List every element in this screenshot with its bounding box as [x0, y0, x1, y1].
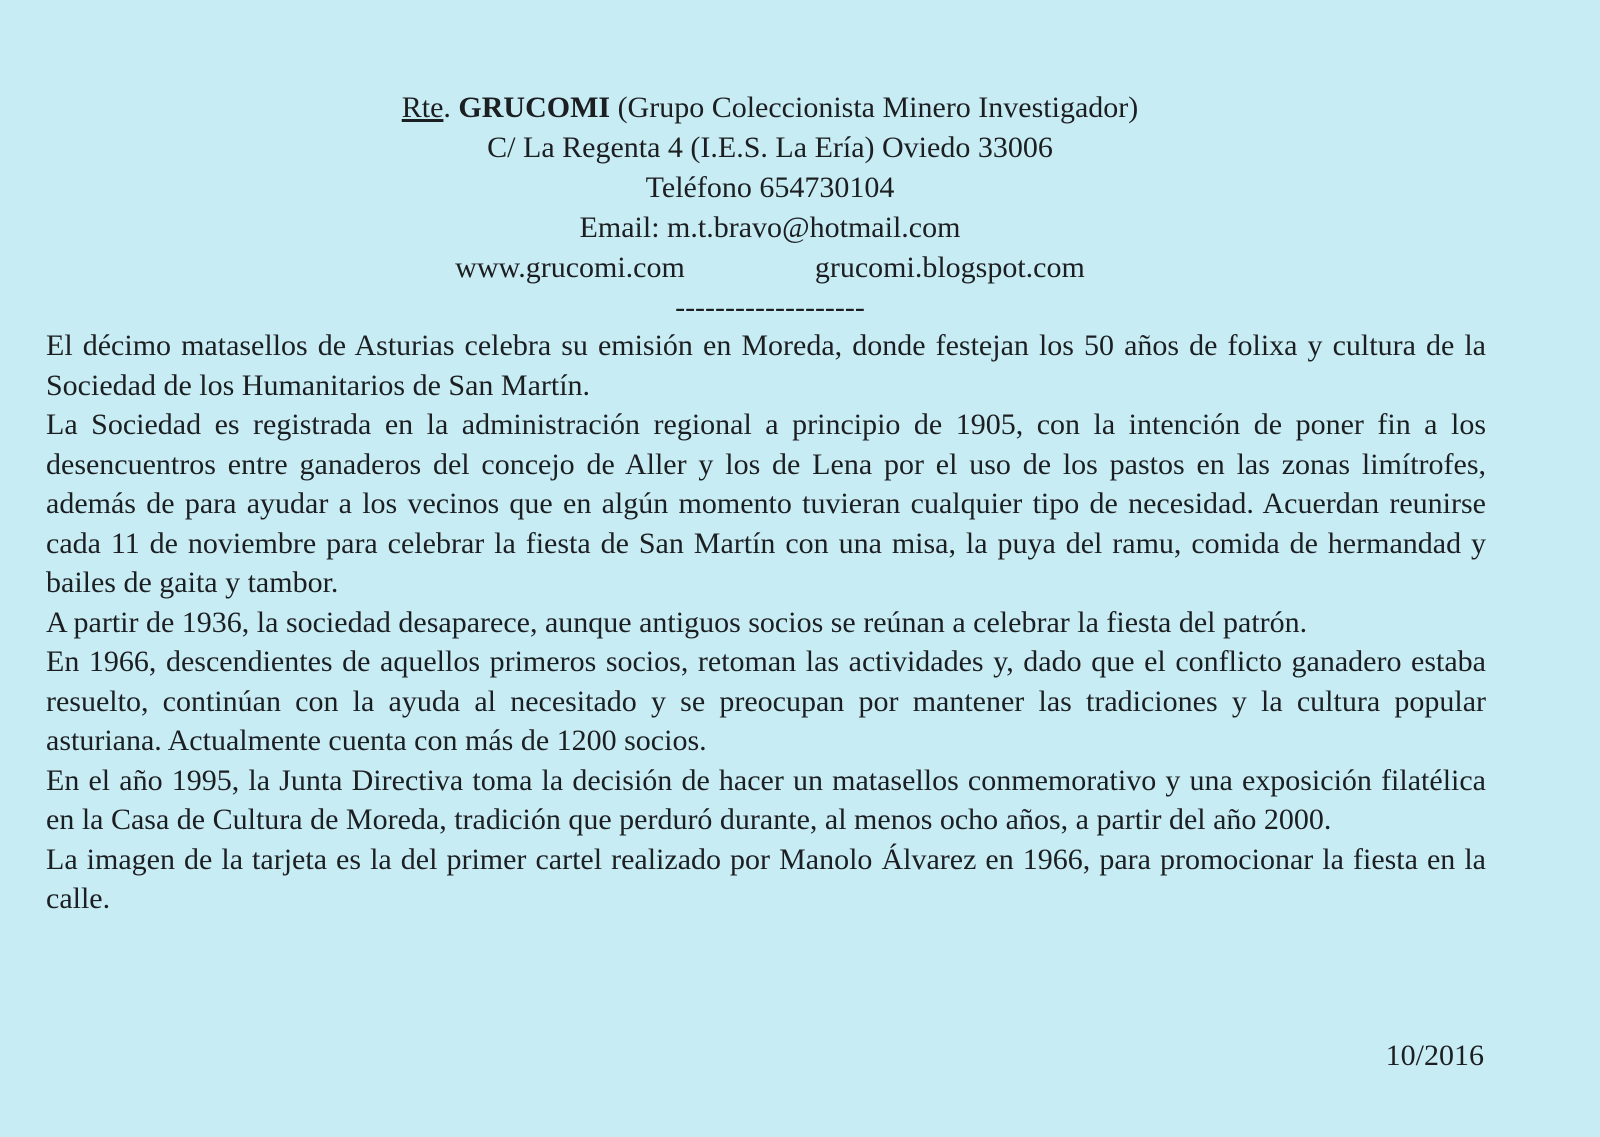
phone-line: Teléfono 654730104	[645, 171, 895, 204]
website-url: www.grucomi.com	[455, 251, 685, 284]
separator-line: -------------------	[675, 291, 865, 324]
sender-header	[0, 88, 1540, 328]
email-line: Email: m.t.bravo@hotmail.com	[579, 211, 961, 244]
paragraph: La Sociedad es registrada en la administración regional a principio de 1905, con la intención de poner fin a los desencuentros entre ganaderos del concejo de Aller y los de Lena por el uso de los pastos en las zonas limítrofes, además de para ayudar a los vecinos que en algún momento tuvieran cualquier tipo de necesidad. Acuerdan reunirse cada 11 de noviembre para celebrar la fiesta de San Martín con una misa, la puya del ramu, comida de hermandad y bailes de gaita y tambor.	[46, 408, 1486, 599]
web-line	[0, 248, 1540, 288]
paragraph: A partir de 1936, la sociedad desaparece, aunque antiguos socios se reúnan a celebrar la fiesta del patrón.	[46, 605, 1308, 639]
paragraph: La imagen de la tarjeta es la del primer cartel realizado por Manolo Álvarez en 1966, para promocionar la fiesta en la calle.	[46, 842, 1486, 915]
org-name: GRUCOMI	[458, 91, 611, 124]
org-full-name: (Grupo Coleccionista Minero Investigador)	[610, 91, 1139, 124]
paragraph: En 1966, descendientes de aquellos primeros socios, retoman las actividades y, dado que el conflicto ganadero estaba resuelto, continúan con la ayuda al necesitado y se preocupan por mantener las tradiciones y la cultura popular asturiana. Actualmente cuenta con más de 1200 socios.	[46, 645, 1486, 757]
rte-abbreviation: Rte	[401, 91, 444, 124]
address-line: C/ La Regenta 4 (I.E.S. La Ería) Oviedo 33006	[487, 131, 1053, 164]
sender-line	[0, 88, 1540, 128]
issue-date: 10/2016	[1385, 1039, 1484, 1072]
body-text	[46, 326, 1486, 919]
rte-dot: .	[443, 91, 459, 124]
blog-url: grucomi.blogspot.com	[814, 251, 1085, 284]
paragraph: En el año 1995, la Junta Directiva toma la decisión de hacer un matasellos conmemorativo y una exposición filatélica en la Casa de Cultura de Moreda, tradición que perduró durante, al menos ocho años, a partir del año 2000.	[46, 763, 1486, 836]
paragraph: El décimo matasellos de Asturias celebra su emisión en Moreda, donde festejan los 50 años de folixa y cultura de la Sociedad de los Humanitarios de San Martín.	[46, 329, 1486, 402]
